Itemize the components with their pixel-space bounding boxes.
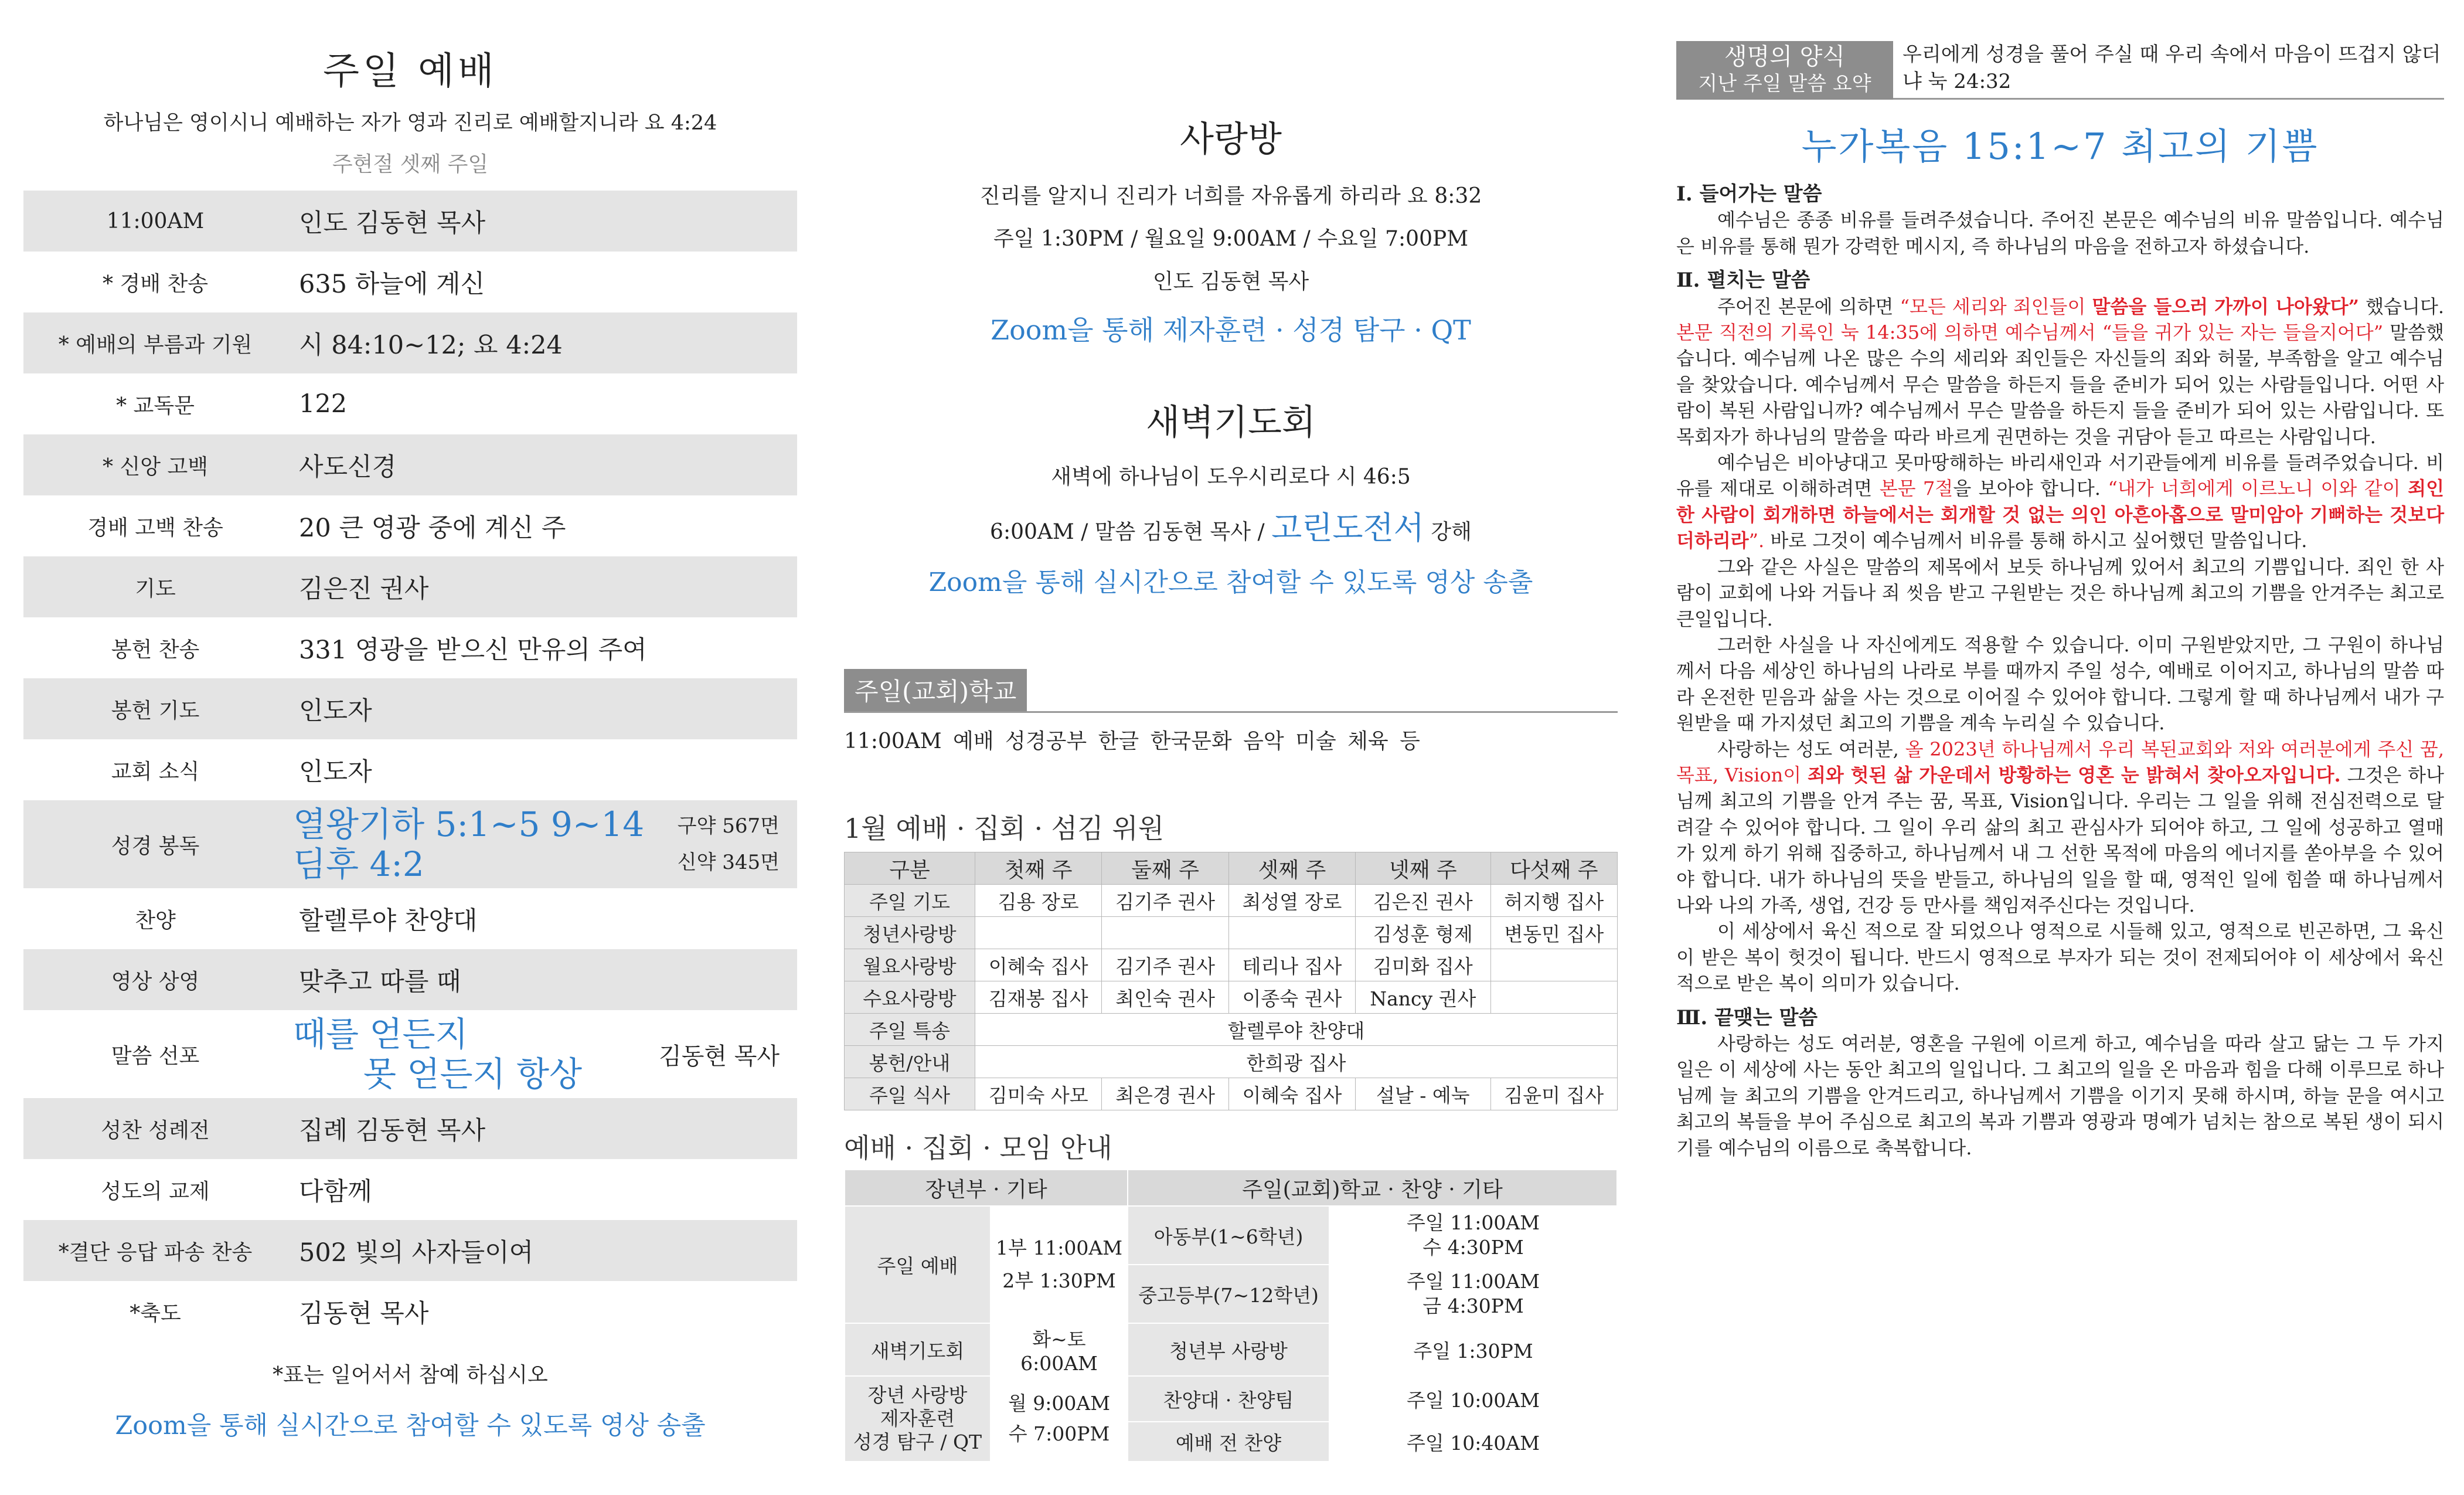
table-cell: 이혜숙 집사 — [975, 949, 1102, 981]
sermon-title-line-2: 못 얻든지 항상 — [363, 1054, 583, 1094]
table-cell: 아동부(1~6학년) — [1128, 1206, 1329, 1265]
section-heading: Ⅱ. 펼치는 말씀 — [1676, 269, 1810, 293]
table-cell — [1228, 917, 1355, 949]
order-row — [23, 373, 797, 434]
dawn-time-text: 6:00AM / 말씀 김동현 목사 / — [990, 520, 1265, 544]
table-cell: 봉헌/안내 — [845, 1046, 975, 1078]
table-row — [845, 1170, 1617, 1206]
table-cell: 수요사랑방 — [845, 981, 975, 1014]
order-row — [23, 888, 797, 949]
table-cell — [1329, 1265, 1617, 1323]
order-value: 할렐루야 찬양대 — [299, 906, 478, 936]
table-cell: 김윤미 집사 — [1490, 1078, 1617, 1110]
dawn-title: 새벽기도회 — [1146, 402, 1316, 443]
table-header: 장년부 · 기타 — [845, 1170, 1128, 1206]
school-header — [844, 669, 1618, 713]
order-label: * 신앙 고백 — [103, 454, 208, 479]
text-run: 본문 직전의 기록인 눅 14:35에 의하면 예수님께서 “들을 귀가 있는 자는 들을지어다” — [1676, 321, 2384, 344]
schedule-time: 월 9:00AM — [1008, 1392, 1111, 1415]
order-label: 경배 고백 찬송 — [87, 515, 223, 540]
order-value: 122 — [299, 389, 348, 419]
zoom-broadcast-note: Zoom을 통해 실시간으로 참여할 수 있도록 영상 송출 — [115, 1411, 706, 1440]
order-value: 김은진 권사 — [299, 574, 429, 604]
table-cell: 화~토 6:00AM — [991, 1323, 1128, 1376]
reading-page-2: 신약 345면 — [677, 851, 780, 874]
life-box — [1676, 41, 1893, 100]
order-label: 11:00AM — [106, 209, 205, 233]
schedule-time: 1부 11:00AM — [995, 1236, 1123, 1259]
text-run: ”. — [1748, 529, 1765, 552]
order-label: 영상 상영 — [111, 969, 200, 994]
section-heading: Ⅰ. 들어가는 말씀 — [1676, 182, 1822, 206]
table-cell: 한희광 집사 — [975, 1046, 1618, 1078]
table-cell: 테리나 집사 — [1228, 949, 1355, 981]
table-cell: 주일 특송 — [845, 1014, 975, 1046]
sermon-preacher: 김동현 목사 — [659, 1042, 780, 1070]
text-run: 본문 7절 — [1879, 477, 1953, 500]
order-of-worship — [23, 191, 797, 1342]
sermon-title-line-1: 때를 얻든지 — [293, 1014, 468, 1054]
order-row — [23, 191, 797, 252]
table-cell: 이종숙 권사 — [1228, 981, 1355, 1014]
duty-table — [844, 852, 1618, 1110]
sarang-title: 사랑방 — [1180, 119, 1282, 160]
table-cell: 중고등부(7~12학년) — [1128, 1265, 1329, 1323]
table-cell: 김미화 집사 — [1356, 949, 1491, 981]
table-cell: 김은진 권사 — [1356, 885, 1491, 917]
sermon-title — [287, 1014, 659, 1094]
text-run: 말씀을 들으러 — [2092, 295, 2208, 318]
schedule-title: 예배 · 집회 · 모임 안내 — [844, 1132, 1112, 1164]
order-label: *결단 응답 파송 찬송 — [58, 1240, 253, 1265]
reading-passages — [287, 804, 678, 884]
text-run: 바로 그것이 예수님께서 비유를 통해 하시고 싶어했던 말씀입니다. — [1770, 529, 2308, 552]
table-cell: 주일 예배 — [845, 1206, 991, 1323]
table-cell: 변동민 집사 — [1490, 917, 1617, 949]
section-heading: Ⅲ. 끝맺는 말씀 — [1676, 1005, 1818, 1029]
table-cell: 이혜숙 집사 — [1228, 1078, 1355, 1110]
table-cell — [975, 917, 1102, 949]
schedule-time: 수 7:00PM — [1008, 1422, 1110, 1445]
sermon-summary-column — [1676, 0, 2444, 1495]
order-row — [23, 434, 797, 495]
sarang-zoom: Zoom을 통해 제자훈련 · 성경 탐구 · QT — [991, 314, 1471, 346]
order-row — [23, 1281, 797, 1342]
schedule-time: 주일 11:00AM — [1407, 1270, 1540, 1293]
order-row — [23, 949, 797, 1010]
order-label: 찬양 — [135, 908, 176, 933]
sarang-leader: 인도 김동현 목사 — [1152, 270, 1309, 294]
table-cell: 김기주 권사 — [1102, 949, 1228, 981]
order-row — [23, 1220, 797, 1281]
schedule-time: 금 4:30PM — [1422, 1294, 1524, 1317]
schedule-time: 2부 1:30PM — [1002, 1269, 1116, 1292]
table-cell — [991, 1206, 1128, 1323]
order-row — [23, 1098, 797, 1159]
order-value: 635 하늘에 계신 — [299, 269, 485, 299]
table-cell — [1490, 949, 1617, 981]
table-cell: 최인숙 권사 — [1102, 981, 1228, 1014]
order-label: *축도 — [130, 1301, 181, 1326]
table-cell: 주일 식사 — [845, 1078, 975, 1110]
text-run: 죄인 한 사람이 회개하면 하늘에서는 회개할 것 없는 의인 아흔아홉으로 말미암아 기뻐하는 것보다 더하리라 — [1676, 477, 2445, 552]
schedule-label: 장년 사랑방 — [867, 1384, 968, 1406]
reading-line-2: 딤후 4:2 — [293, 844, 424, 884]
text-run: “내가 너희에게 이르노니 이와 같이 — [2108, 477, 2401, 500]
table-cell — [1329, 1206, 1617, 1265]
table-header: 다섯째 주 — [1490, 852, 1617, 885]
table-row — [845, 1206, 1617, 1265]
text-run: 올 2023년 하나님께서 우리 복된교회와 저와 여러분에게 주신 꿈, 목표, Vision이 — [1676, 738, 2445, 786]
table-cell: 김용 장로 — [975, 885, 1102, 917]
table-cell: 청년부 사랑방 — [1128, 1323, 1329, 1376]
table-cell: 김미숙 사모 — [975, 1078, 1102, 1110]
text-run: 사랑하는 성도 여러분, — [1717, 738, 1899, 760]
table-cell: 찬양대 · 찬양팀 — [1128, 1376, 1329, 1422]
reading-page-1: 구약 567면 — [677, 814, 780, 838]
table-header: 셋째 주 — [1228, 852, 1355, 885]
table-header: 주일(교회)학교 · 찬양 · 기타 — [1128, 1170, 1617, 1206]
table-cell: 주일 1:30PM — [1329, 1323, 1617, 1376]
table-cell: 김재봉 집사 — [975, 981, 1102, 1014]
table-row — [845, 1014, 1618, 1046]
order-value: 331 영광을 받으신 만유의 주여 — [299, 635, 647, 665]
table-cell: 주일 10:00AM — [1329, 1376, 1617, 1422]
order-row — [23, 312, 797, 373]
table-header: 첫째 주 — [975, 852, 1102, 885]
dawn-book: 고린도전서 — [1271, 509, 1424, 546]
table-row — [845, 949, 1618, 981]
order-row — [23, 495, 797, 556]
order-value: 맞추고 따를 때 — [299, 967, 461, 997]
text-run: 주어진 본문에 의하면 — [1717, 295, 1894, 318]
table-cell: 예배 전 찬양 — [1128, 1422, 1329, 1462]
worship-season: 주현절 셋째 주일 — [332, 152, 489, 176]
order-value: 집례 김동현 목사 — [299, 1116, 486, 1146]
text-run: 그것은 하나님께 최고의 기쁨을 안겨 주는 꿈, 목표, Vision입니다. 우리는 그 일을 위해 전심전력으로 달려갈 수 있어야 합니다. 그 일이 우리 삶의 최고 관심사가 되어야 하고, 그 일에 성공하고 열매가 있게 하기 위해 집중하고, 하나님께서 내 그 선한 목적에 마음의 에너지를 쏟아부을 수 있어야 합니다. 내가 하나님의 뜻을 받들고, 하나님의 일을 할 때, 영적인 일에 힘쓸 때 하나님께서 나와 나의 가족, 생업, 건강 등 만사를 책임져주신다는 것입니다. — [1676, 763, 2445, 916]
table-row — [845, 1323, 1617, 1376]
programs-column — [844, 0, 1618, 1495]
table-cell: 할렐루야 찬양대 — [975, 1014, 1618, 1046]
table-cell: 청년사랑방 — [845, 917, 975, 949]
life-box-title: 생명의 양식 — [1724, 43, 1845, 70]
table-cell: 김성훈 형제 — [1356, 917, 1491, 949]
dawn-zoom: Zoom을 통해 실시간으로 참여할 수 있도록 영상 송출 — [928, 568, 1533, 597]
table-row — [845, 917, 1618, 949]
table-cell: Nancy 권사 — [1356, 981, 1491, 1014]
table-cell: 월요사랑방 — [845, 949, 975, 981]
duty-title: 1월 예배 · 집회 · 섬김 위원 — [844, 813, 1165, 844]
table-cell: 최은경 권사 — [1102, 1078, 1228, 1110]
table-cell — [991, 1376, 1128, 1462]
order-label: 기도 — [135, 576, 176, 601]
sermon-summary-title: 누가복음 15:1~7 최고의 기쁨 — [1801, 125, 2319, 168]
table-header: 둘째 주 — [1102, 852, 1228, 885]
table-row — [845, 1078, 1618, 1110]
order-value: 다함께 — [299, 1177, 372, 1207]
table-cell: 주일 기도 — [845, 885, 975, 917]
table-cell — [1490, 981, 1617, 1014]
paragraph — [1676, 450, 2444, 554]
table-cell: 최성열 장로 — [1228, 885, 1355, 917]
schedule-time: 주일 11:00AM — [1407, 1211, 1540, 1234]
table-header: 구분 — [845, 852, 975, 885]
sarang-times: 주일 1:30PM / 월요일 9:00AM / 수요일 7:00PM — [993, 227, 1469, 251]
schedule-label: 제자훈련 — [880, 1407, 955, 1430]
dawn-verse: 새벽에 하나님이 도우시리로다 시 46:5 — [1051, 465, 1411, 489]
reading-pages — [678, 808, 797, 881]
table-cell: 설날 - 예눅 — [1356, 1078, 1491, 1110]
order-row — [23, 678, 797, 739]
text-run: 가까이 나아왔다” — [2214, 295, 2360, 318]
paragraph: 예수님은 종종 비유를 들려주셨습니다. 주어진 본문은 예수님의 비유 말씀입니다. 예수님은 비유를 통해 뭔가 강력한 메시지, 즉 하나님의 마음을 전하고자 하셨습니다. — [1676, 209, 2444, 257]
order-value: 인도자 — [299, 696, 372, 726]
paragraph — [1676, 736, 2444, 919]
reading-line-1: 열왕기하 5:1~5 9~14 — [293, 804, 645, 844]
order-row — [23, 1159, 797, 1220]
order-row — [23, 252, 797, 312]
schedule-table — [844, 1169, 1618, 1462]
table-row — [845, 1046, 1618, 1078]
reading-row — [23, 800, 797, 888]
life-verse: 우리에게 성경을 풀어 주실 때 우리 속에서 마음이 뜨겁지 않더냐 눅 24:32 — [1893, 41, 2444, 100]
table-cell: 새벽기도회 — [845, 1323, 991, 1376]
school-title: 주일(교회)학교 — [844, 669, 1027, 711]
dawn-time — [844, 503, 1618, 548]
table-cell: 주일 10:40AM — [1329, 1422, 1617, 1462]
table-cell: 허지행 집사 — [1490, 885, 1617, 917]
order-value: 502 빛의 사자들이여 — [299, 1238, 534, 1268]
order-row — [23, 617, 797, 678]
order-label: 성도의 교제 — [101, 1179, 210, 1204]
order-label: 봉헌 찬송 — [111, 637, 200, 662]
sarang-verse: 진리를 알지니 진리가 너희를 자유롭게 하리라 요 8:32 — [979, 184, 1482, 208]
text-run: 예수님은 비아냥대고 못마땅해하는 바리새인과 서기관들에게 비유를 들려주었습니다. 비유를 제대로 이해하려면 — [1676, 451, 2444, 500]
table-row — [845, 885, 1618, 917]
paragraph: 그러한 사실을 나 자신에게도 적용할 수 있습니다. 이미 구원받았지만, 그 구원이 하나님께서 다음 세상인 하나님의 나라로 부를 때까지 주일 성수, 예배로 이어지고, 하나님의 말씀 따라 온전한 믿음과 삶을 사는 것으로 이어질 수 있어야 합니다. 그렇게 할 때 하나님께서 내가 구원받을 때 가지셨던 최고의 기쁨을 계속 누리실 수 있습니다. — [1676, 633, 2444, 735]
table-cell — [845, 1376, 991, 1462]
text-run: 을 보아야 합니다. — [1953, 477, 2101, 500]
worship-column — [23, 0, 797, 1495]
text-run: “모든 세리와 죄인들이 — [1900, 295, 2086, 318]
paragraph: 이 세상에서 육신 적으로 잘 되었으나 영적으로 시들해 있고, 영적으로 빈곤하면, 그 육신이 받은 복이 헛것이 됩니다. 반드시 영적으로 부자가 되는 것이 전제되어야 이 세상에서 육신 적으로 받은 복이 의미가 있습니다. — [1676, 920, 2444, 995]
order-label: 성경 봉독 — [111, 834, 200, 858]
paragraph: 그와 같은 사실은 말씀의 제목에서 보듯 하나님께 있어서 최고의 기쁨입니다. 죄인 한 사람이 교회에 나와 거듭나 죄 씻음 받고 구원받는 것은 하나님께 최고의 기쁨을 안겨주는 최고로 큰일입니다. — [1676, 555, 2444, 630]
paragraph: 사랑하는 성도 여러분, 영혼을 구원에 이르게 하고, 예수님을 따라 살고 닮는 그 두 가지 일은 이 세상에 사는 동안 최고의 일입니다. 그 최고의 일을 온 마음과 힘을 다해 이루므로 하나님께 늘 최고의 기쁨을 안겨드리고, 하나님께서 기쁨을 이기지 못해 하시며, 하늘 문을 여시고 최고의 복들을 부어 주심으로 최고의 복과 기쁨과 영광과 명예가 넘치는 참으로 복된 생이 되시기를 예수님의 이름으로 축복합니다. — [1676, 1032, 2444, 1159]
paragraph — [1676, 294, 2444, 450]
table-header: 넷째 주 — [1356, 852, 1491, 885]
order-label: 봉헌 기도 — [111, 698, 200, 723]
order-label: * 예배의 부름과 기원 — [58, 332, 253, 357]
order-label: 교회 소식 — [111, 759, 200, 784]
sermon-body — [1676, 181, 2444, 1161]
life-box-subtitle: 지난 주일 말씀 요약 — [1698, 72, 1871, 96]
dawn-time-suffix: 강해 — [1431, 520, 1472, 544]
order-value: 20 큰 영광 중에 계신 주 — [299, 513, 566, 543]
table-cell: 김기주 권사 — [1102, 885, 1228, 917]
order-label: * 교독문 — [116, 393, 195, 418]
text-run: 죄와 헛된 삶 가운데서 방황하는 영혼 눈 밝혀서 찾아오자입니다. — [1808, 763, 2341, 786]
order-label: * 경배 찬송 — [103, 271, 208, 296]
table-row — [845, 852, 1618, 885]
order-value: 사도신경 — [299, 452, 397, 482]
sermon-row — [23, 1010, 797, 1098]
school-programs: 11:00AM 예배 성경공부 한글 한국문화 음악 미술 체육 등 — [844, 729, 1420, 753]
order-value: 시 84:10~12; 요 4:24 — [299, 330, 563, 360]
order-value: 인도 김동현 목사 — [299, 208, 486, 238]
table-row — [845, 981, 1618, 1014]
order-row — [23, 739, 797, 800]
order-value: 김동현 목사 — [299, 1299, 429, 1328]
table-cell — [1102, 917, 1228, 949]
text-run: 말씀했습니다. 예수님께 나온 많은 수의 세리와 죄인들은 자신들의 죄와 허물, 부족함을 알고 예수님을 찾았습니다. 예수님께서 무슨 말씀을 하든지 들을 준비가 되어 있는 사람들입니다. 어떤 사람이 복된 사람입니까? 예수님께서 무슨 말씀을 하든지 들을 준비가 되어 있는 사람입니다. 또 목회자가 하나님의 말씀을 따라 바르게 권면하는 것을 귀담아 듣고 따르는 사람입니다. — [1676, 321, 2444, 448]
order-row — [23, 556, 797, 617]
schedule-time: 수 4:30PM — [1422, 1236, 1524, 1259]
order-value: 인도자 — [299, 757, 372, 787]
order-label: 말씀 선포 — [111, 1044, 200, 1068]
order-label: 성찬 성례전 — [101, 1118, 210, 1143]
life-header — [1676, 41, 2444, 100]
standing-note: *표는 일어서서 참예 하십시오 — [273, 1363, 548, 1387]
table-row — [845, 1376, 1617, 1422]
worship-verse: 하나님은 영이시니 예배하는 자가 영과 진리로 예배할지니라 요 4:24 — [103, 111, 717, 135]
text-run: 했습니다. — [2366, 295, 2445, 318]
worship-title: 주일 예배 — [323, 50, 498, 93]
schedule-label: 성경 탐구 / QT — [853, 1431, 982, 1453]
